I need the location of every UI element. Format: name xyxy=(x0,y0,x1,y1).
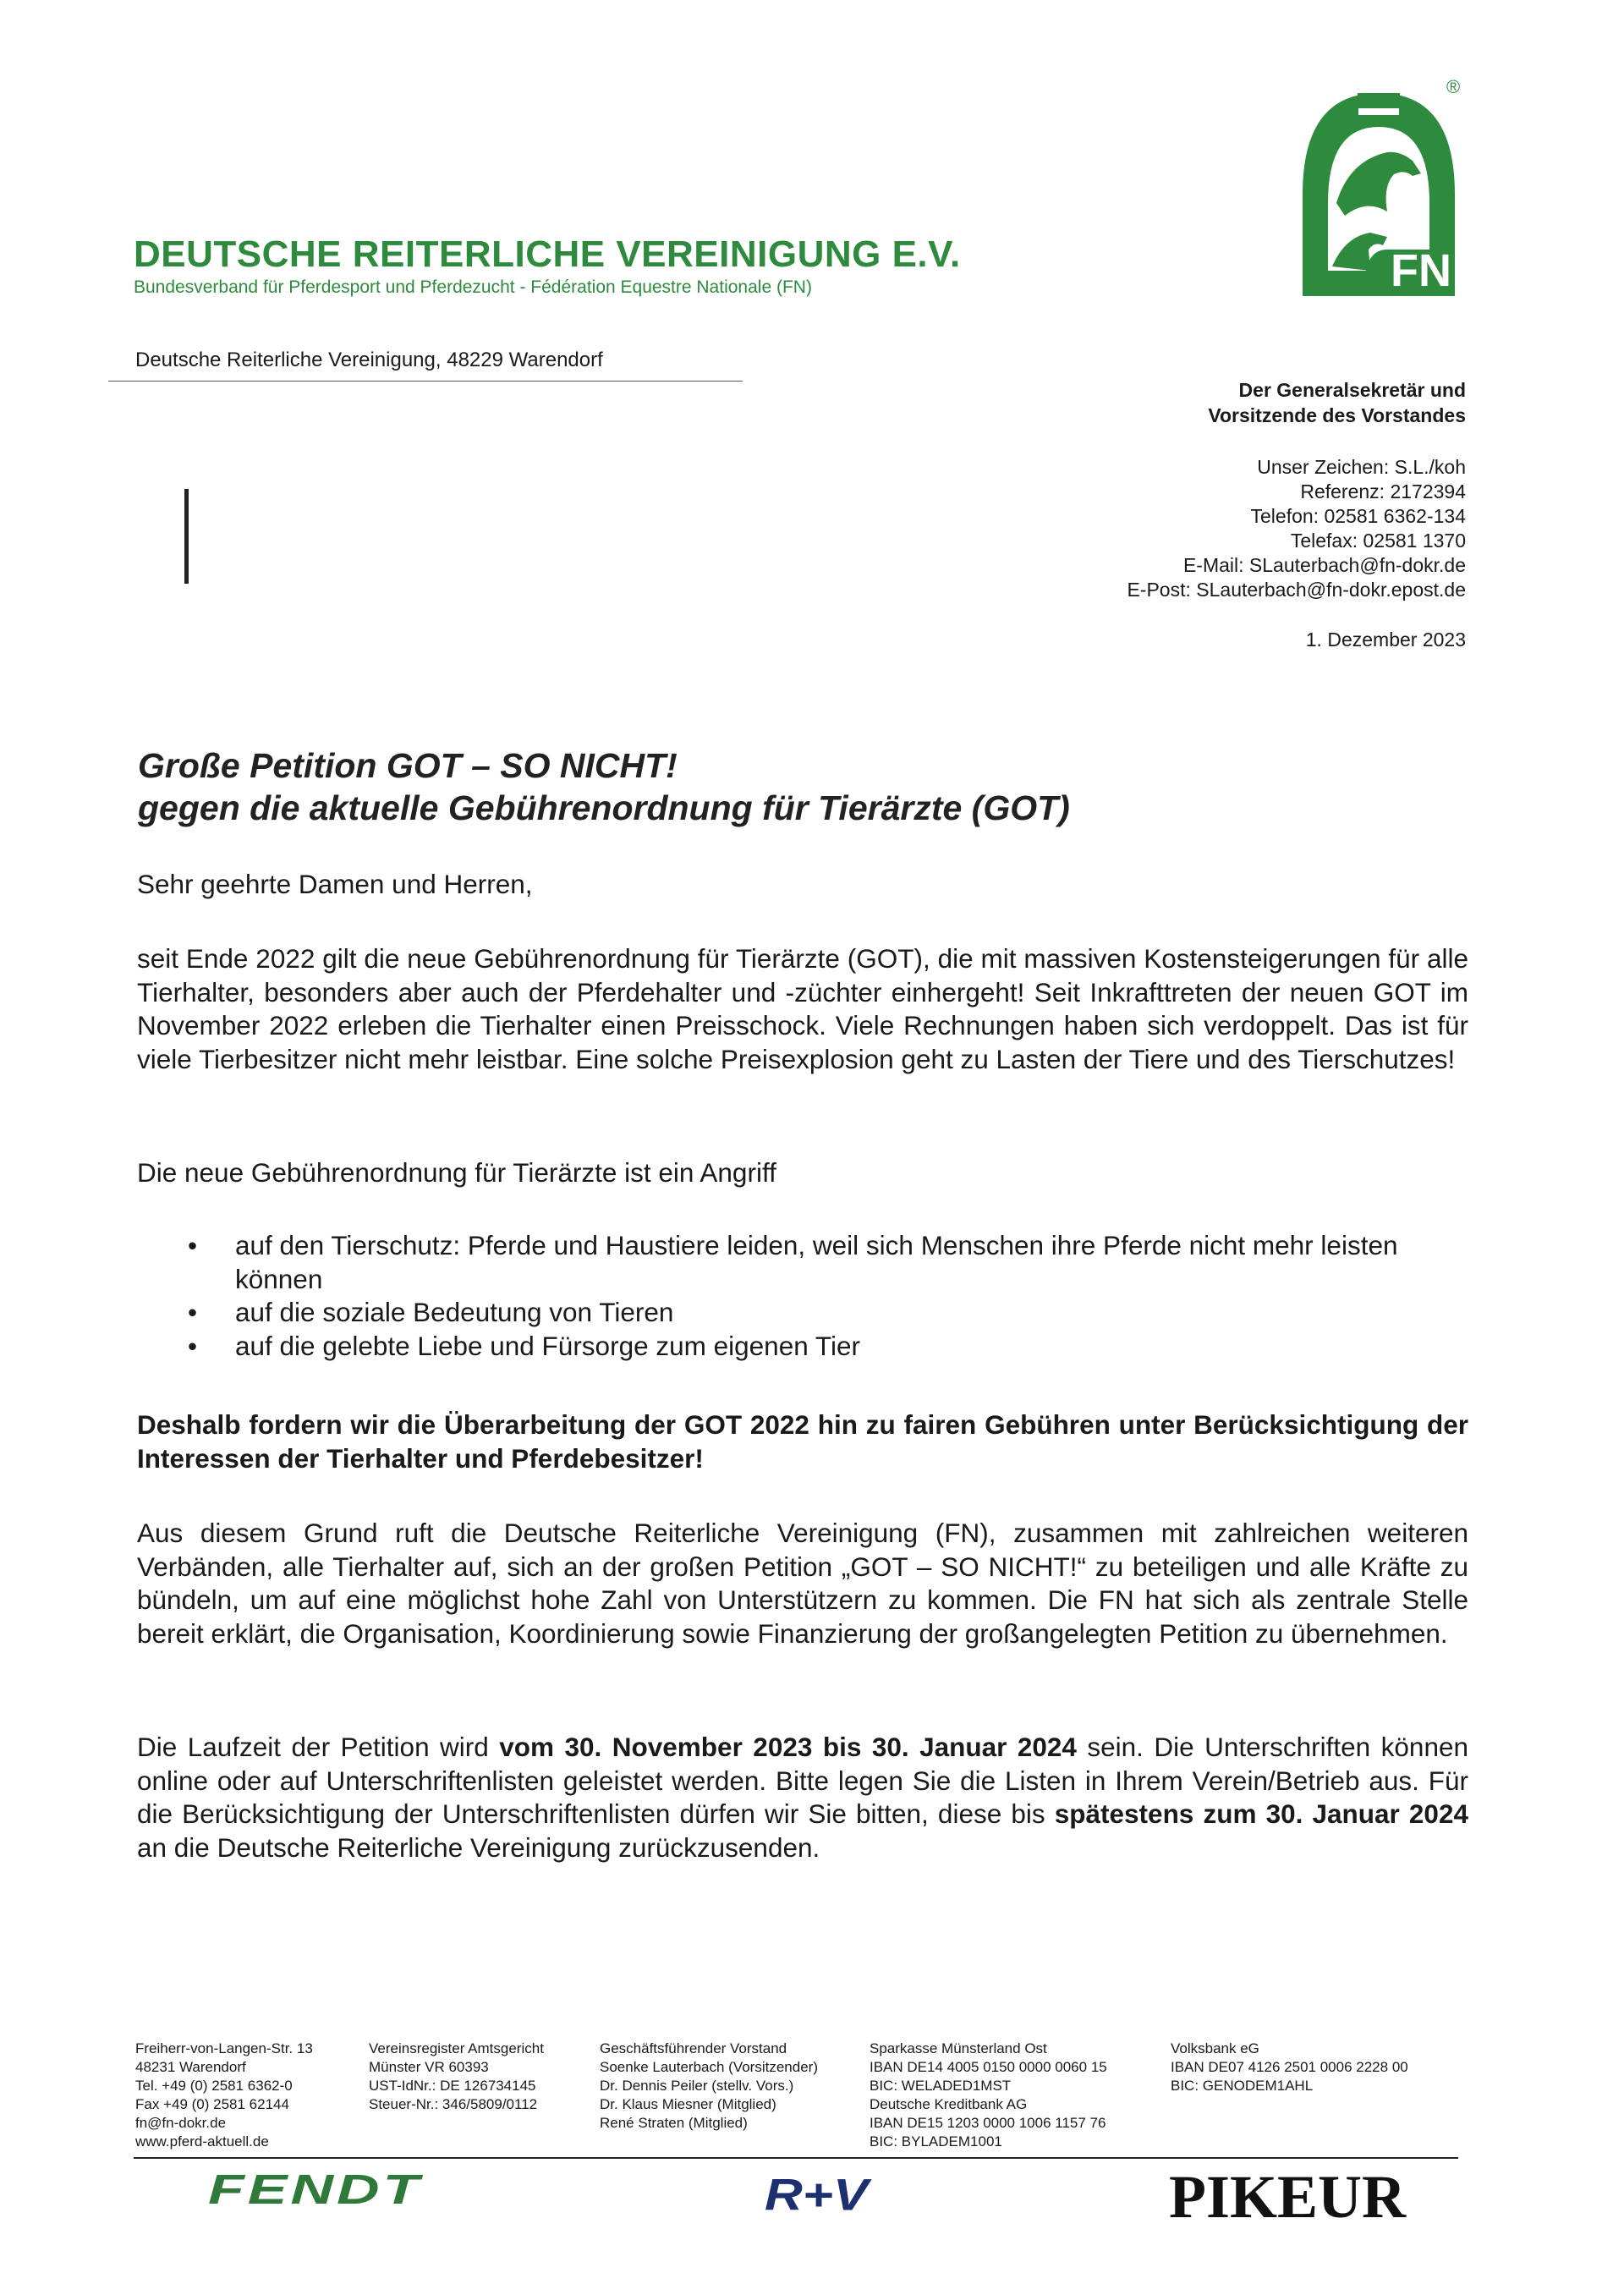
bullet-icon: • xyxy=(188,1330,198,1361)
reference-line: Unser Zeichen: S.L./koh xyxy=(1257,456,1466,478)
footer-divider xyxy=(134,2157,1458,2159)
reference-block xyxy=(1127,455,1466,602)
org-subtitle: Bundesverband für Pferdesport und Pferdezucht - Fédération Equestre Nationale (FN) xyxy=(134,277,812,297)
footer-line: Deutsche Kreditbank AG xyxy=(870,2096,1028,2112)
reference-line: Telefax: 02581 1370 xyxy=(1290,530,1466,552)
pikeur-logo: PIKEUR xyxy=(1169,2163,1407,2231)
timeline-deadline: spätestens zum 30. Januar 2024 xyxy=(1054,1798,1468,1829)
footer-line: IBAN DE15 1203 0000 1006 1157 76 xyxy=(870,2115,1106,2131)
rv-logo: R+V xyxy=(765,2170,869,2221)
footer-address xyxy=(135,2040,313,2151)
footer-line: 48231 Warendorf xyxy=(135,2059,246,2075)
list-item-text: auf den Tierschutz: Pferde und Haustiere leiden, weil sich Menschen ihre Pferde nicht mehr leisten können xyxy=(235,1230,1398,1294)
footer-line: BIC: WELADED1MST xyxy=(870,2078,1012,2094)
footer-line: IBAN DE14 4005 0150 0000 0060 15 xyxy=(870,2059,1107,2075)
footer-line: BIC: GENODEM1AHL xyxy=(1171,2078,1314,2094)
timeline-period: vom 30. November 2023 bis 30. Januar 2024 xyxy=(499,1732,1077,1762)
footer-line: Dr. Dennis Peiler (stellv. Vors.) xyxy=(600,2078,794,2094)
org-name: DEUTSCHE REITERLICHE VEREINIGUNG E.V. xyxy=(134,233,961,275)
list-item xyxy=(137,1229,1468,1296)
footer-line: Steuer-Nr.: 346/5809/0112 xyxy=(369,2096,538,2112)
sender-return-address: Deutsche Reiterliche Vereinigung, 48229 Warendorf xyxy=(135,349,603,371)
list-item xyxy=(137,1296,1468,1330)
heading-line-2: gegen die aktuelle Gebührenordnung für Tierärzte (GOT) xyxy=(138,788,1070,827)
reference-line: E-Mail: SLauterbach@fn-dokr.de xyxy=(1182,554,1466,576)
heading-line-1: Große Petition GOT – SO NICHT! xyxy=(138,746,678,785)
sender-title-line-1: Der Generalsekretär und xyxy=(1238,379,1466,401)
footer-line: www.pferd-aktuell.de xyxy=(135,2133,269,2150)
footer-line: Vereinsregister Amtsgericht xyxy=(369,2040,544,2056)
footer-line: Sparkasse Münsterland Ost xyxy=(870,2040,1047,2056)
reference-line: Telefon: 02581 6362-134 xyxy=(1250,505,1466,527)
footer-bank-volksbank xyxy=(1171,2040,1408,2095)
sender-title xyxy=(1208,377,1466,428)
footer-line: UST-IdNr.: DE 126734145 xyxy=(369,2078,536,2094)
letter-date: 1. Dezember 2023 xyxy=(1305,629,1466,651)
footer-line: Tel. +49 (0) 2581 6362-0 xyxy=(135,2078,293,2094)
bullet-list xyxy=(137,1229,1468,1363)
footer-line: René Straten (Mitglied) xyxy=(600,2115,748,2131)
footer-bank-sparkasse xyxy=(870,2040,1107,2151)
footer-register xyxy=(369,2040,544,2114)
footer-line: Dr. Klaus Miesner (Mitglied) xyxy=(600,2096,776,2112)
list-item-text: auf die gelebte Liebe und Fürsorge zum eigenen Tier xyxy=(235,1330,860,1361)
list-item-text: auf die soziale Bedeutung von Tieren xyxy=(235,1297,674,1327)
footer-line: Fax +49 (0) 2581 62144 xyxy=(135,2096,289,2112)
bullet-icon: • xyxy=(188,1230,198,1260)
paragraph-demand: Deshalb fordern wir die Überarbeitung der GOT 2022 hin zu fairen Gebühren unter Berücksichtigung der Interessen der Tierhalter und Pferdebesitzer! xyxy=(137,1409,1468,1474)
paragraph-petition: Aus diesem Grund ruft die Deutsche Reiterliche Vereinigung (FN), zusammen mit zahlreichen weiteren Verbänden, alle Tierhalter auf, sich an der großen Petition „GOT – SO NICHT!“ zu beteiligen und alle Kräfte zu bündeln, um auf eine möglichst hohe Zahl von Unterstützern zu kommen. Die FN hat sich als zentrale Stelle bereit erklärt, die Organisation, Koordinierung sowie Finanzierung der großangelegten Petition zu übernehmen. xyxy=(137,1518,1468,1649)
footer-line: Volksbank eG xyxy=(1171,2040,1259,2056)
footer-line: Münster VR 60393 xyxy=(369,2059,489,2075)
paragraph-attack: Die neue Gebührenordnung für Tierärzte ist ein Angriff xyxy=(137,1157,776,1188)
sender-divider xyxy=(108,381,743,382)
footer-line: Freiherr-von-Langen-Str. 13 xyxy=(135,2040,313,2056)
footer-line: IBAN DE07 4126 2501 0006 2228 00 xyxy=(1171,2059,1408,2075)
timeline-text: sein. Die Unterschriften können online oder auf Unterschriftenlisten geleistet werden. Bitte legen Sie die Listen in Ihrem Verein/Betrieb aus. Für die Berücksichtigung der Unterschriftenlisten dürfen wir Sie bitten, diese bis xyxy=(137,1732,1469,1829)
sender-title-line-2: Vorsitzende des Vorstandes xyxy=(1208,404,1466,426)
footer-line: Geschäftsführender Vorstand xyxy=(600,2040,787,2056)
letter-heading xyxy=(138,744,1070,829)
paragraph-timeline xyxy=(137,1731,1468,1864)
list-item xyxy=(137,1330,1468,1364)
footer-board xyxy=(600,2040,818,2133)
footer-line: fn@fn-dokr.de xyxy=(135,2115,227,2131)
footer-line: Soenke Lauterbach (Vorsitzender) xyxy=(600,2059,818,2075)
logo-text: FN xyxy=(1391,245,1451,296)
footer-line: BIC: BYLADEM1001 xyxy=(870,2133,1002,2150)
fendt-logo: FENDT xyxy=(208,2166,423,2213)
timeline-text: Die Laufzeit der Petition wird xyxy=(137,1732,500,1762)
bullet-icon: • xyxy=(188,1297,198,1327)
registered-mark: ® xyxy=(1446,76,1461,97)
reference-line: Referenz: 2172394 xyxy=(1300,480,1466,502)
fn-logo xyxy=(1286,68,1472,296)
timeline-text: an die Deutsche Reiterliche Vereinigung zurückzusenden. xyxy=(137,1831,820,1863)
paragraph-intro: seit Ende 2022 gilt die neue Gebührenordnung für Tierärzte (GOT), die mit massiven Kostensteigerungen für alle Tierhalter, besonders aber auch der Pferdehalter und -züchter einhergeht! Seit Inkrafttreten der neuen GOT im November 2022 erleben die Tierhalter einen Preisschock. Viele Rechnungen haben sich verdoppelt. Das ist für viele Tierbesitzer nicht mehr leistbar. Eine solche Preisexplosion geht zu Lasten der Tiere und des Tierschutzes! xyxy=(137,943,1468,1074)
fold-mark xyxy=(184,489,189,584)
reference-line: E-Post: SLauterbach@fn-dokr.epost.de xyxy=(1127,579,1466,601)
salutation: Sehr geehrte Damen und Herren, xyxy=(137,869,533,899)
